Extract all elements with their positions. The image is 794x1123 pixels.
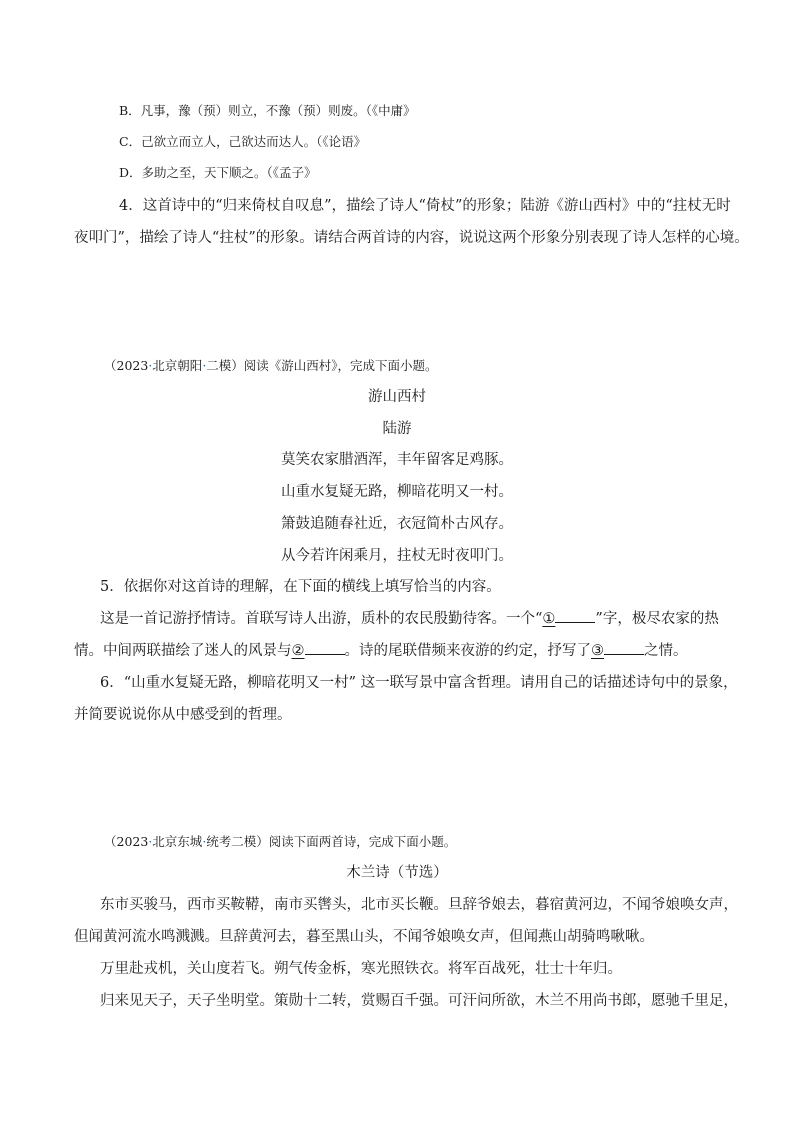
question-5-prompt: 5．依据你对这首诗的理解，在下面的横线上填写恰当的内容。 (100, 579, 501, 595)
intro-dot: · (202, 358, 207, 373)
intro-dot: · (148, 358, 153, 373)
intro-dot: · (202, 834, 207, 849)
intro-instruction: 二模）阅读《游山西村》，完成下面小题。 (206, 358, 438, 373)
poem-2-line: 万里赴戎机，关山度若飞。朔气传金柝，寒光照铁衣。将军百战死，壮士十年归。 (100, 961, 622, 977)
answer-blank-3[interactable] (591, 641, 644, 661)
question-5-para-line-1 (100, 609, 719, 629)
question-5-para-line-2 (74, 641, 688, 661)
para-text: 这是一首记游抒情诗。首联写诗人出游，质朴的农民殷勤待客。一个“ (100, 611, 543, 627)
poem-line: 箫鼓追随春社近，衣冠简朴古风存。 (281, 516, 513, 532)
answer-blank-2[interactable] (292, 641, 345, 661)
poem-line: 山重水复疑无路，柳暗花明又一村。 (281, 484, 513, 500)
poem-2-title: 木兰诗（节选） (346, 865, 448, 881)
intro-region: 北京朝阳 (152, 358, 203, 373)
para-text: 之情。 (644, 643, 688, 659)
poem-line: 莫笑农家腊酒浑，丰年留客足鸡豚。 (281, 452, 513, 468)
question-4-line-1: 4．这首诗中的“归来倚杖自叹息”，描绘了诗人“倚杖”的形象；陆游《游山西村》中的“拄杖无时 (119, 198, 731, 214)
question-6-line-2: 并简要说说你从中感受到的哲理。 (74, 707, 292, 723)
blank-number: ② (291, 643, 305, 659)
poem-title: 游山西村 (368, 389, 426, 405)
option-b: B．凡事，豫（预）则立，不豫（预）则废。（《中庸》 (119, 103, 416, 118)
para-text: 。诗的尾联借频来夜游的约定，抒写了 (344, 643, 591, 659)
intro-year: （2023 (104, 834, 149, 849)
para-text: ”字，极尽农家的热 (595, 611, 719, 627)
poem-author: 陆游 (382, 421, 412, 437)
intro-instruction: 统考二模）阅读下面两首诗，完成下面小题。 (206, 834, 457, 849)
blank-number: ③ (591, 643, 604, 659)
para-text: 情。中间两联描绘了迷人的风景与 (74, 643, 292, 659)
blank-line (604, 641, 644, 655)
blank-line (305, 641, 345, 655)
question-4-line-2: 夜叩门”，描绘了诗人“拄杖”的形象。请结合两首诗的内容，说说这两个形象分别表现了诗人怎样的心境。 (74, 230, 749, 246)
blank-line (555, 609, 595, 623)
section-2-intro (104, 832, 456, 852)
poem-2-line: 归来见天子，天子坐明堂。策勋十二转，赏赐百千强。可汗问所欲，木兰不用尚书郎，愿驰千里足， (100, 993, 738, 1009)
intro-region: 北京东城 (152, 834, 203, 849)
intro-dot: · (148, 834, 153, 849)
blank-number: ① (542, 611, 556, 627)
answer-blank-1[interactable] (542, 609, 595, 629)
section-1-intro (104, 356, 438, 376)
poem-2-line: 东市买骏马，西市买鞍鞯，南市买辔头，北市买长鞭。旦辞爷娘去，暮宿黄河边，不闻爷娘唤女声， (100, 897, 738, 913)
option-d: D．多助之至，天下顺之。（《孟子》 (119, 165, 317, 180)
question-6-line-1: 6．“山重水复疑无路，柳暗花明又一村” 这一联写景中富含哲理。请用自己的话描述诗句中的景象， (100, 675, 738, 691)
intro-year: （2023 (104, 358, 149, 373)
poem-line: 从今若许闲乘月，拄杖无时夜叩门。 (281, 548, 513, 564)
option-c: C．己欲立而立人，己欲达而达人。（《论语》 (119, 134, 367, 149)
poem-2-line: 但闻黄河流水鸣溅溅。旦辞黄河去，暮至黑山头，不闻爷娘唤女声，但闻燕山胡骑鸣啾啾。 (74, 929, 654, 945)
